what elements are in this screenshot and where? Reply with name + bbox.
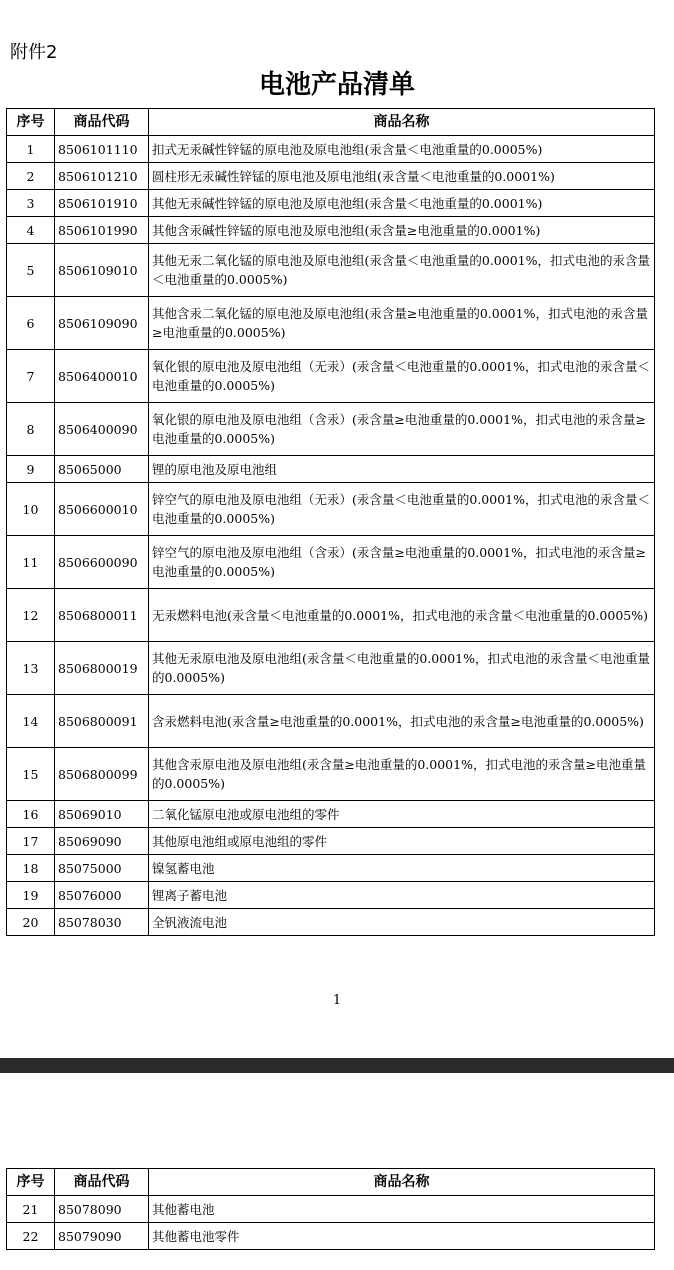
- document-title: 电池产品清单: [258, 70, 415, 100]
- header-no: 序号: [7, 109, 55, 136]
- product-code: 8506400010: [55, 350, 149, 403]
- product-name: 氧化银的原电池及原电池组（无汞）(汞含量＜电池重量的0.0001%，扣式电池的汞含量＜电池重量的0.0005%): [149, 350, 655, 403]
- product-code: 8506101110: [55, 136, 149, 163]
- row-number: 11: [7, 536, 55, 589]
- product-code: 8506600010: [55, 483, 149, 536]
- product-name: 锂的原电池及原电池组: [149, 456, 655, 483]
- product-name: 锌空气的原电池及原电池组（含汞）(汞含量≥电池重量的0.0001%，扣式电池的汞含量≥电池重量的0.0005%): [149, 536, 655, 589]
- row-number: 18: [7, 855, 55, 882]
- table-row: [7, 297, 655, 350]
- product-name: 锌空气的原电池及原电池组（无汞）(汞含量＜电池重量的0.0001%，扣式电池的汞含量＜电池重量的0.0005%): [149, 483, 655, 536]
- row-number: 3: [7, 190, 55, 217]
- row-number: 15: [7, 748, 55, 801]
- table-row: [7, 695, 655, 748]
- product-name: 全钒液流电池: [149, 909, 655, 936]
- header-name: 商品名称: [149, 109, 655, 136]
- product-name: 无汞燃料电池(汞含量＜电池重量的0.0001%，扣式电池的汞含量＜电池重量的0.0005%): [149, 589, 655, 642]
- table-row: [7, 855, 655, 882]
- table-row: [7, 350, 655, 403]
- table-row: [7, 828, 655, 855]
- battery-product-table: [6, 108, 655, 936]
- header-name: 商品名称: [149, 1169, 655, 1196]
- table-row: [7, 483, 655, 536]
- table-row: [7, 136, 655, 163]
- header-no: 序号: [7, 1169, 55, 1196]
- header-code: 商品代码: [55, 109, 149, 136]
- table-row: [7, 403, 655, 456]
- table-row: [7, 642, 655, 695]
- product-code: 85079090: [55, 1223, 149, 1250]
- product-name: 含汞燃料电池(汞含量≥电池重量的0.0001%，扣式电池的汞含量≥电池重量的0.0005%): [149, 695, 655, 748]
- table-row: [7, 1196, 655, 1223]
- page-number: 1: [332, 993, 342, 1008]
- row-number: 16: [7, 801, 55, 828]
- attachment-label: 附件2: [10, 42, 58, 63]
- product-code: 85078030: [55, 909, 149, 936]
- product-name: 其他含汞二氧化锰的原电池及原电池组(汞含量≥电池重量的0.0001%，扣式电池的汞含量≥电池重量的0.0005%): [149, 297, 655, 350]
- product-name: 锂离子蓄电池: [149, 882, 655, 909]
- row-number: 17: [7, 828, 55, 855]
- product-code: 8506101990: [55, 217, 149, 244]
- product-code: 85075000: [55, 855, 149, 882]
- product-code: 85076000: [55, 882, 149, 909]
- row-number: 12: [7, 589, 55, 642]
- table-row: [7, 1223, 655, 1250]
- row-number: 2: [7, 163, 55, 190]
- product-code: 8506800099: [55, 748, 149, 801]
- product-name: 圆柱形无汞碱性锌锰的原电池及原电池组(汞含量＜电池重量的0.0001%): [149, 163, 655, 190]
- product-name: 其他原电池组或原电池组的零件: [149, 828, 655, 855]
- table-row: [7, 748, 655, 801]
- table-row: [7, 536, 655, 589]
- product-code: 85069090: [55, 828, 149, 855]
- product-code: 8506109010: [55, 244, 149, 297]
- page-separator: [0, 1058, 674, 1073]
- product-code: 85069010: [55, 801, 149, 828]
- row-number: 7: [7, 350, 55, 403]
- product-code: 8506109090: [55, 297, 149, 350]
- product-code: 85065000: [55, 456, 149, 483]
- product-name: 其他无汞二氧化锰的原电池及原电池组(汞含量＜电池重量的0.0001%，扣式电池的汞含量＜电池重量的0.0005%): [149, 244, 655, 297]
- row-number: 6: [7, 297, 55, 350]
- product-name: 其他含汞碱性锌锰的原电池及原电池组(汞含量≥电池重量的0.0001%): [149, 217, 655, 244]
- row-number: 14: [7, 695, 55, 748]
- product-name: 其他蓄电池: [149, 1196, 655, 1223]
- row-number: 4: [7, 217, 55, 244]
- product-code: 85078090: [55, 1196, 149, 1223]
- table-row: [7, 801, 655, 828]
- product-name: 其他无汞原电池及原电池组(汞含量＜电池重量的0.0001%，扣式电池的汞含量＜电池重量的0.0005%): [149, 642, 655, 695]
- product-code: 8506800011: [55, 589, 149, 642]
- header-code: 商品代码: [55, 1169, 149, 1196]
- row-number: 20: [7, 909, 55, 936]
- row-number: 5: [7, 244, 55, 297]
- row-number: 21: [7, 1196, 55, 1223]
- table-row: [7, 163, 655, 190]
- table-header-row: [7, 109, 655, 136]
- product-code: 8506101210: [55, 163, 149, 190]
- product-name: 二氧化锰原电池或原电池组的零件: [149, 801, 655, 828]
- product-name: 氧化银的原电池及原电池组（含汞）(汞含量≥电池重量的0.0001%，扣式电池的汞含量≥电池重量的0.0005%): [149, 403, 655, 456]
- row-number: 1: [7, 136, 55, 163]
- product-code: 8506101910: [55, 190, 149, 217]
- table-row: [7, 909, 655, 936]
- row-number: 19: [7, 882, 55, 909]
- row-number: 8: [7, 403, 55, 456]
- product-name: 扣式无汞碱性锌锰的原电池及原电池组(汞含量＜电池重量的0.0005%): [149, 136, 655, 163]
- battery-product-table-continued: [6, 1168, 655, 1250]
- row-number: 13: [7, 642, 55, 695]
- product-name: 其他无汞碱性锌锰的原电池及原电池组(汞含量＜电池重量的0.0001%): [149, 190, 655, 217]
- table-row: [7, 190, 655, 217]
- product-name: 镍氢蓄电池: [149, 855, 655, 882]
- table-header-row: [7, 1169, 655, 1196]
- product-code: 8506600090: [55, 536, 149, 589]
- product-name: 其他含汞原电池及原电池组(汞含量≥电池重量的0.0001%，扣式电池的汞含量≥电池重量的0.0005%): [149, 748, 655, 801]
- product-code: 8506800091: [55, 695, 149, 748]
- table-row: [7, 244, 655, 297]
- row-number: 9: [7, 456, 55, 483]
- row-number: 10: [7, 483, 55, 536]
- table-row: [7, 589, 655, 642]
- product-name: 其他蓄电池零件: [149, 1223, 655, 1250]
- product-code: 8506800019: [55, 642, 149, 695]
- product-code: 8506400090: [55, 403, 149, 456]
- table-row: [7, 217, 655, 244]
- table-row: [7, 456, 655, 483]
- table-row: [7, 882, 655, 909]
- row-number: 22: [7, 1223, 55, 1250]
